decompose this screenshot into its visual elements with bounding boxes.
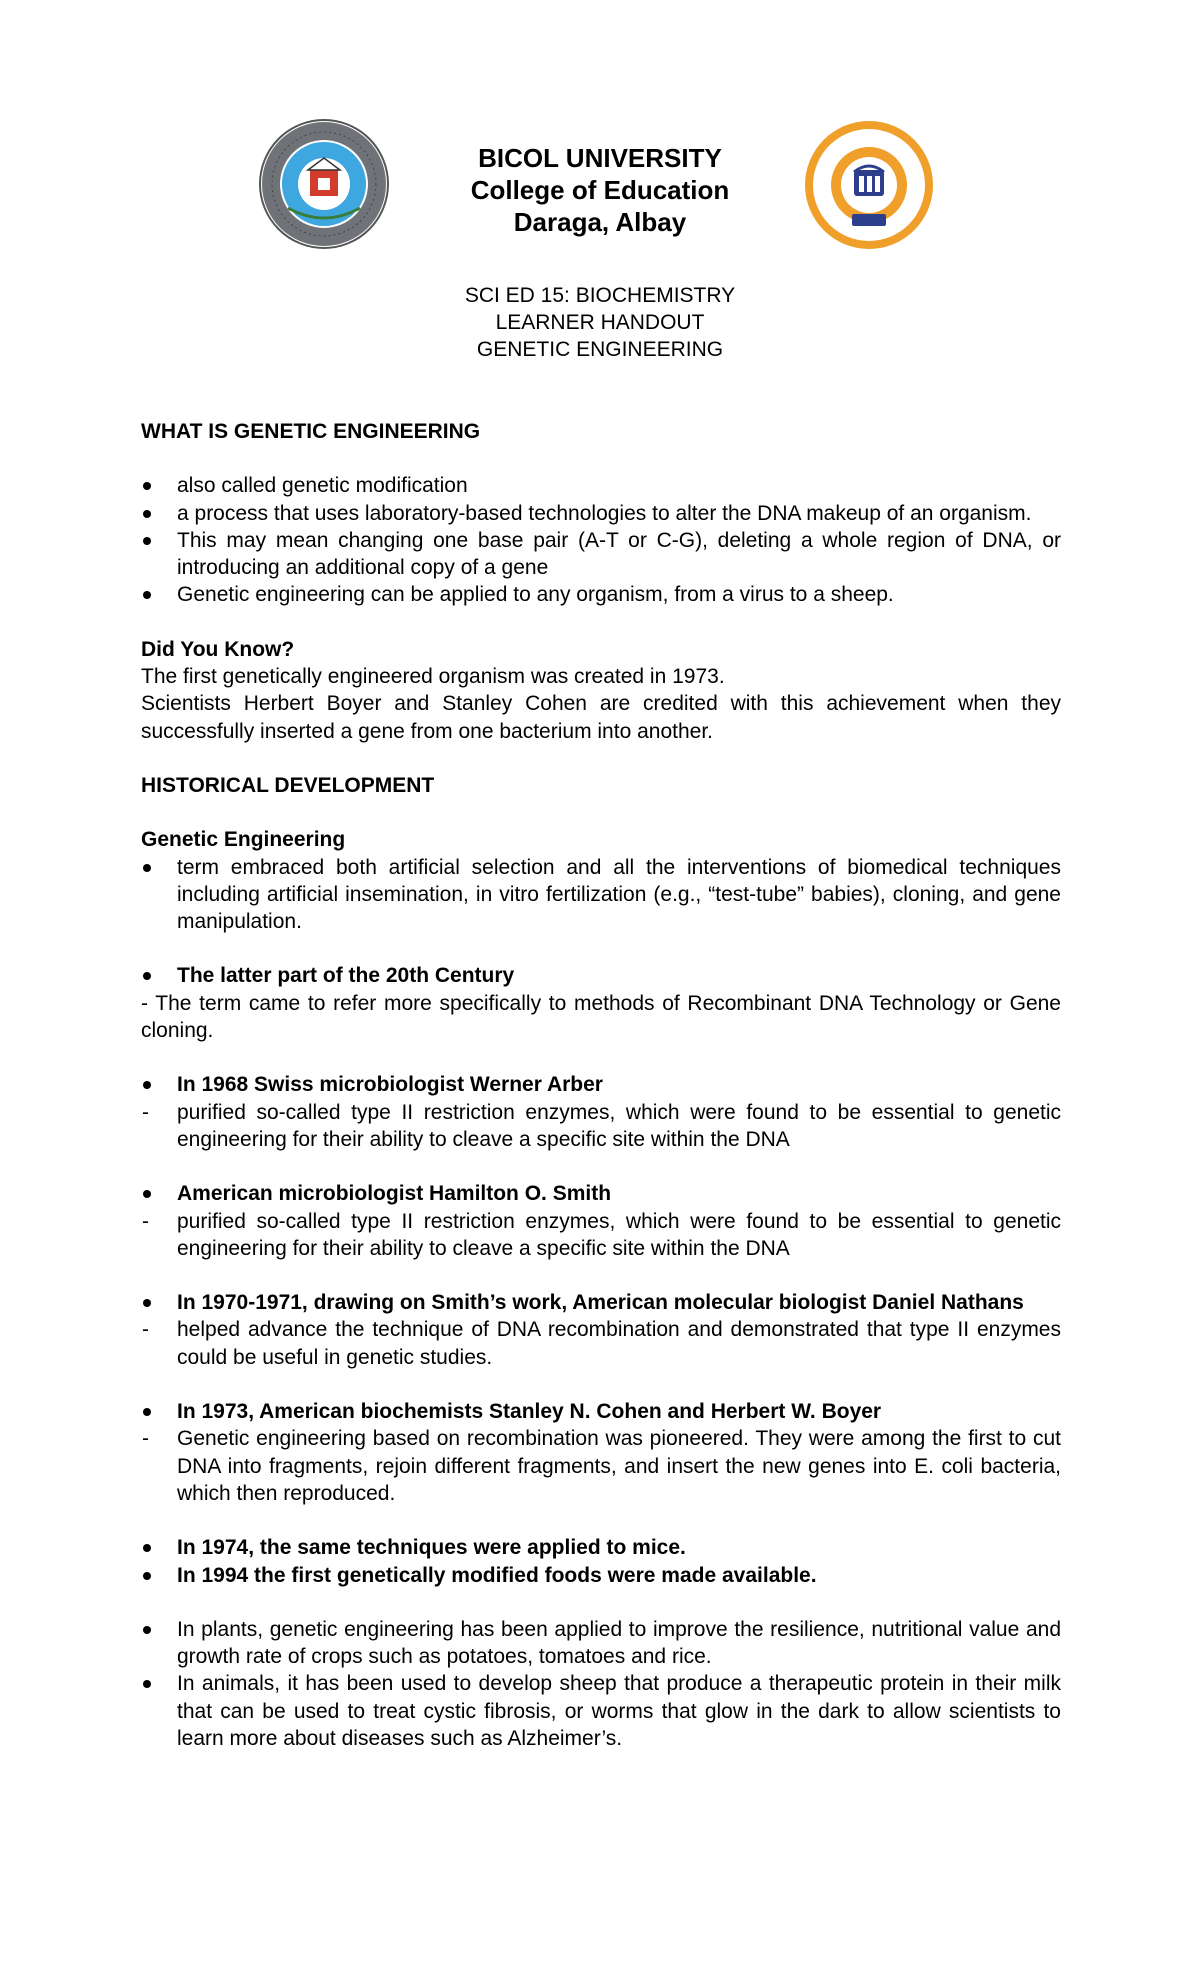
college-name: College of Education xyxy=(470,175,730,205)
milestone-bullets xyxy=(141,1534,1061,1589)
detail-text: Genetic engineering based on recombination was pioneered. They were among the first to cut DNA into fragments, rejoin different fragments, and insert the new genes into E. coli bacteria, which then reproduced. xyxy=(177,1427,1061,1505)
institution-header xyxy=(0,142,1200,238)
detail-text: purified so-called type II restriction enzymes, which were found to be essential to genetic engineering for their ability to cleave a specific site within the DNA xyxy=(177,1209,1061,1260)
definition-bullet-list xyxy=(141,472,1061,608)
nathans-detail xyxy=(141,1316,1061,1371)
list-item: also called genetic modification xyxy=(141,472,1061,499)
list-item: In 1974, the same techniques were applied to mice. xyxy=(141,1534,1061,1561)
did-you-know-line-2: Scientists Herbert Boyer and Stanley Cohen are credited with this achievement when they successfully inserted a gene from one bacterium into another. xyxy=(141,692,1061,743)
arber-detail xyxy=(141,1099,1061,1154)
course-header xyxy=(0,282,1200,363)
century-bullet xyxy=(141,962,1061,989)
dash-marker: - xyxy=(142,1209,149,1233)
list-item: The latter part of the 20th Century xyxy=(141,962,1061,989)
list-item: In animals, it has been used to develop sheep that produce a therapeutic protein in their milk that can be used to treat cystic fibrosis, or worms that glow in the dark to allow scientists to learn more about diseases such as Alzheimer’s. xyxy=(141,1670,1061,1752)
arber-bullet xyxy=(141,1071,1061,1098)
century-text: - The term came to refer more specifically to methods of Recombinant DNA Technology or Gene cloning. xyxy=(141,991,1061,1043)
list-item: American microbiologist Hamilton O. Smith xyxy=(141,1180,1061,1207)
list-item: a process that uses laboratory-based technologies to alter the DNA makeup of an organism. xyxy=(141,500,1061,527)
applications-bullets xyxy=(141,1616,1061,1752)
dash-marker: - xyxy=(142,1318,149,1342)
campus-location: Daraga, Albay xyxy=(513,207,687,237)
did-you-know-line-1: The first genetically engineered organism was created in 1973. xyxy=(141,665,725,689)
document-topic: GENETIC ENGINEERING xyxy=(476,338,724,361)
course-code: SCI ED 15: BIOCHEMISTRY xyxy=(464,284,736,307)
genetic-engineering-subtitle: Genetic Engineering xyxy=(141,828,346,852)
smith-bullet xyxy=(141,1180,1061,1207)
list-item: In 1968 Swiss microbiologist Werner Arber xyxy=(141,1071,1061,1098)
list-item: In 1994 the first genetically modified foods were made available. xyxy=(141,1562,1061,1589)
genetic-engineering-bullet xyxy=(141,854,1061,936)
section-title-what-is: WHAT IS GENETIC ENGINEERING xyxy=(141,420,481,443)
smith-detail xyxy=(141,1208,1061,1263)
detail-text: purified so-called type II restriction enzymes, which were found to be essential to genetic engineering for their ability to cleave a specific site within the DNA xyxy=(177,1100,1061,1151)
list-item: term embraced both artificial selection and all the interventions of biomedical techniques including artificial insemination, in vitro fertilization (e.g., “test-tube” babies), cloning, and gene manipulation. xyxy=(141,854,1061,936)
dash-marker: - xyxy=(142,1100,149,1124)
nathans-bullet xyxy=(141,1289,1061,1316)
list-item: In 1970-1971, drawing on Smith’s work, American molecular biologist Daniel Nathans xyxy=(141,1289,1061,1316)
list-item: In plants, genetic engineering has been applied to improve the resilience, nutritional value and growth rate of crops such as potatoes, tomatoes and rice. xyxy=(141,1616,1061,1671)
dash-marker: - xyxy=(142,1427,149,1451)
did-you-know-title: Did You Know? xyxy=(141,637,295,661)
handout-body xyxy=(141,418,1061,1752)
cohen-boyer-bullet xyxy=(141,1398,1061,1425)
list-item: This may mean changing one base pair (A-T or C-G), deleting a whole region of DNA, or introducing an additional copy of a gene xyxy=(141,527,1061,582)
list-item: Genetic engineering can be applied to any organism, from a virus to a sheep. xyxy=(141,581,1061,608)
cohen-boyer-detail xyxy=(141,1425,1061,1507)
list-item: In 1973, American biochemists Stanley N. Cohen and Herbert W. Boyer xyxy=(141,1398,1061,1425)
detail-text: helped advance the technique of DNA recombination and demonstrated that type II enzymes could be useful in genetic studies. xyxy=(177,1318,1061,1369)
university-name: BICOL UNIVERSITY xyxy=(478,143,722,173)
document-type: LEARNER HANDOUT xyxy=(495,311,705,334)
section-title-historical: HISTORICAL DEVELOPMENT xyxy=(141,773,435,797)
